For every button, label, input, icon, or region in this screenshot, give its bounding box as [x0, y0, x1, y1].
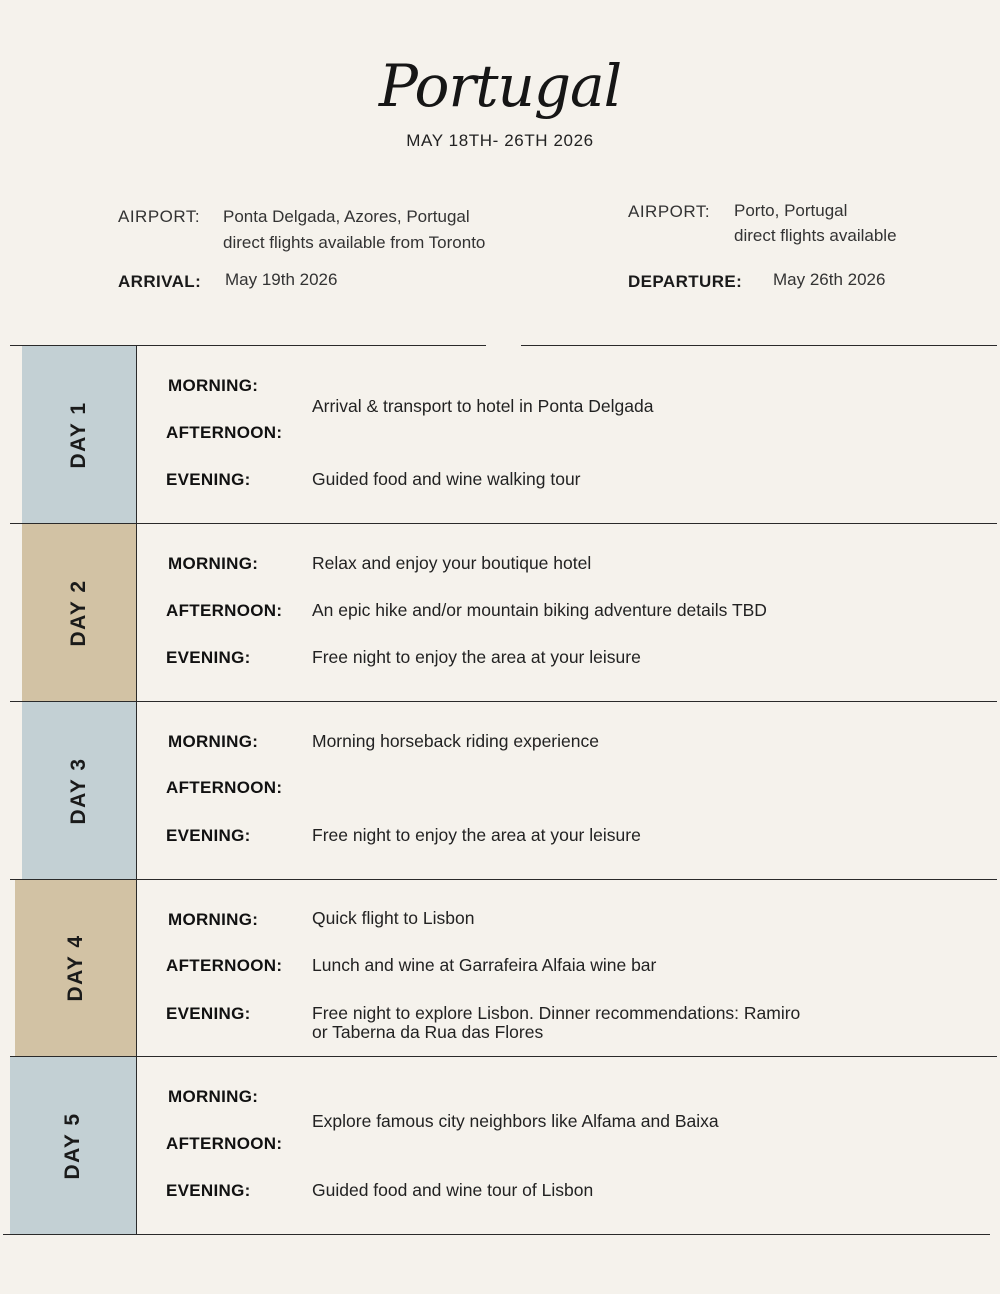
departure-airport-note: direct flights available [734, 226, 897, 245]
day-5-morning-afternoon-activity: Explore famous city neighbors like Alfama and Baixa [312, 1111, 719, 1131]
row-divider [10, 879, 997, 880]
day-2-morning-label: MORNING: [168, 554, 259, 573]
day-2-evening-label: EVENING: [166, 648, 251, 667]
day-2-label: DAY 2 [67, 578, 90, 647]
day-4-morning-activity: Quick flight to Lisbon [312, 908, 475, 928]
day-1-band [22, 346, 136, 523]
day-5-evening-activity: Guided food and wine tour of Lisbon [312, 1180, 594, 1200]
day-4-afternoon-activity: Lunch and wine at Garrafeira Alfaia wine bar [312, 955, 657, 975]
day-5-afternoon-label: AFTERNOON: [166, 1134, 283, 1153]
day-5-label: DAY 5 [61, 1111, 84, 1180]
departure-airport-label: AIRPORT: [628, 202, 711, 221]
day-3-band [22, 702, 136, 879]
table-bottom-border [3, 1234, 990, 1235]
day-2-afternoon-activity: An epic hike and/or mountain biking adventure details TBD [312, 600, 767, 620]
day-3-morning-activity: Morning horseback riding experience [312, 731, 599, 751]
arrival-airport-note: direct flights available from Toronto [223, 233, 486, 252]
day-5-evening-label: EVENING: [166, 1181, 251, 1200]
day-2-evening-activity: Free night to enjoy the area at your leisure [312, 647, 641, 667]
day-3-evening-activity: Free night to enjoy the area at your leisure [312, 825, 641, 845]
day-2-afternoon-label: AFTERNOON: [166, 601, 283, 620]
table-top-border-right [521, 345, 997, 346]
day-4-label: DAY 4 [63, 934, 87, 1002]
table-top-border-left [10, 345, 486, 346]
day-4-afternoon-label: AFTERNOON: [166, 956, 283, 975]
day-4-band [15, 880, 136, 1056]
departure-date: May 26th 2026 [773, 270, 886, 289]
day-4-evening-activity-line2: or Taberna da Rua das Flores [312, 1022, 544, 1042]
arrival-date: May 19th 2026 [225, 270, 338, 289]
arrival-label: ARRIVAL: [118, 272, 202, 291]
day-1-label: DAY 1 [67, 400, 90, 469]
arrival-airport-label: AIRPORT: [118, 207, 201, 226]
row-divider [10, 1056, 997, 1057]
day-1-evening-label: EVENING: [166, 470, 251, 489]
departure-label: DEPARTURE: [628, 272, 743, 291]
day-5-band [10, 1057, 136, 1234]
day-1-morning-afternoon-activity: Arrival & transport to hotel in Ponta Delgada [312, 396, 654, 416]
day-1-evening-activity: Guided food and wine walking tour [312, 469, 581, 489]
row-divider [10, 701, 997, 702]
day-5-morning-label: MORNING: [168, 1087, 259, 1106]
day-4-evening-activity-line1: Free night to explore Lisbon. Dinner recommendations: Ramiro [312, 1003, 801, 1023]
day-3-afternoon-label: AFTERNOON: [166, 778, 283, 797]
day-4-morning-label: MORNING: [168, 910, 259, 929]
day-3-label: DAY 3 [67, 756, 90, 825]
day-1-morning-label: MORNING: [168, 376, 259, 395]
day-2-morning-activity: Relax and enjoy your boutique hotel [312, 553, 592, 573]
page-title: Portugal [378, 52, 622, 120]
day-1-afternoon-label: AFTERNOON: [166, 423, 283, 442]
trip-dates: MAY 18TH- 26TH 2026 [406, 131, 594, 150]
day-3-evening-label: EVENING: [166, 826, 251, 845]
table-column-divider [136, 345, 137, 1235]
day-3-morning-label: MORNING: [168, 732, 259, 751]
day-4-evening-label: EVENING: [166, 1004, 251, 1023]
day-2-band [22, 524, 136, 701]
row-divider [10, 523, 997, 524]
arrival-airport-name: Ponta Delgada, Azores, Portugal [223, 207, 470, 226]
departure-airport-name: Porto, Portugal [734, 201, 848, 220]
